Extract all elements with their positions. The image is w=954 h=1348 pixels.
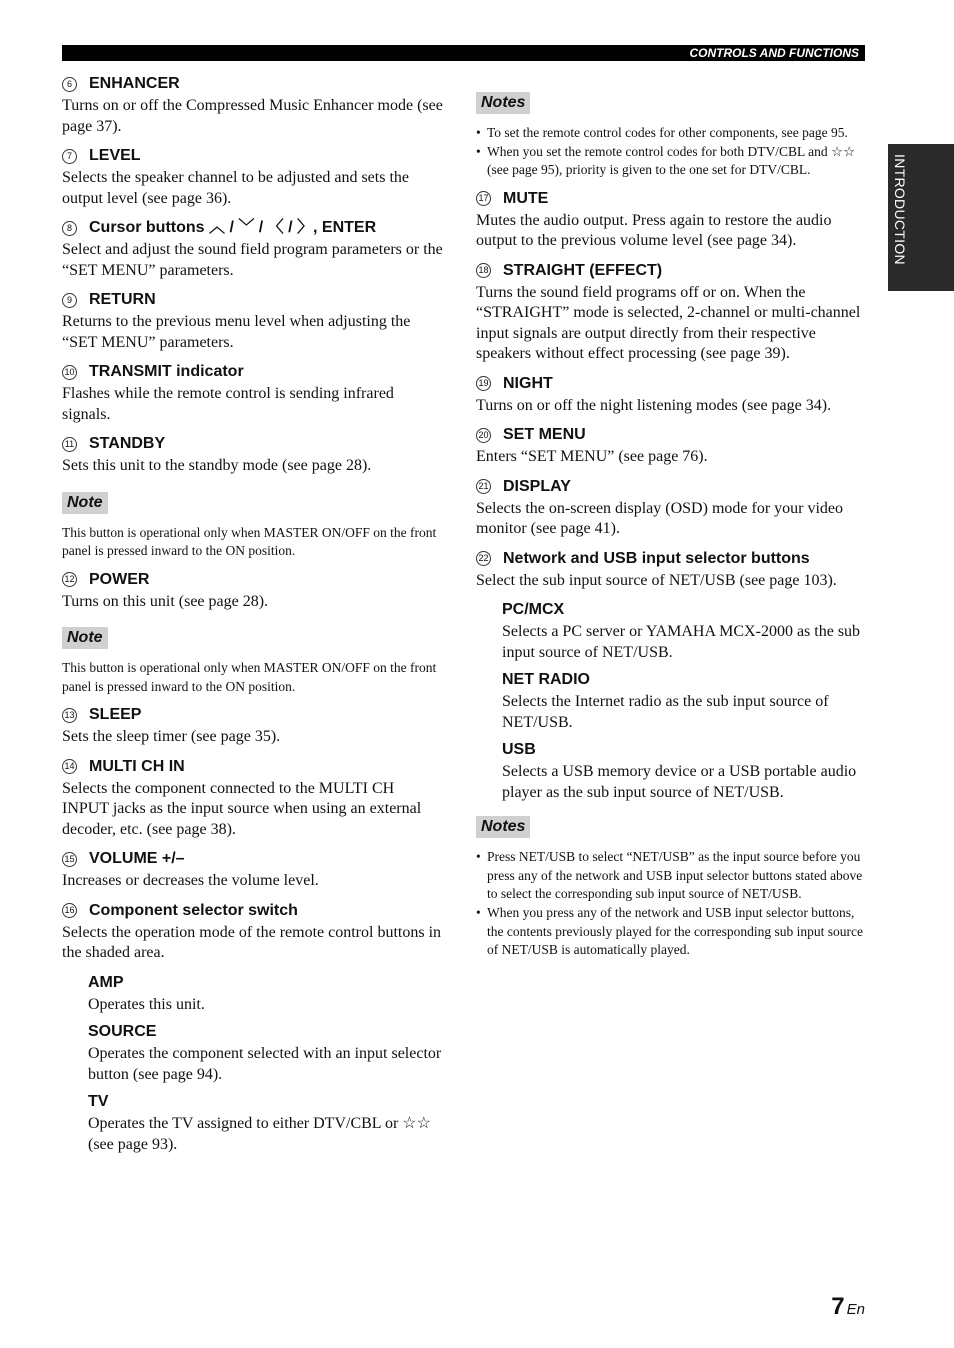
cursor-heading: Cursor buttons ︿ / ﹀ / 〈 / 〉, ENTER [89, 219, 377, 236]
side-tab [888, 144, 954, 291]
network-text: Select the sub input source of NET/USB (see page 103). [476, 571, 837, 589]
setmenu-heading: SET MENU [503, 426, 586, 444]
list-item: • Press NET/USB to select “NET/USB” as the input source before you press any of the network and USB input selector buttons stated above to select the corresponding sub input source of NET/USB. [476, 848, 866, 904]
level-section [62, 146, 444, 209]
note-text: This button is operational only when MASTER ON/OFF on the front panel is pressed inward to the ON position. [62, 660, 437, 694]
volume-text: Increases or decreases the volume level. [62, 872, 319, 890]
item-number: 6 [62, 77, 77, 92]
notes-list [476, 124, 866, 180]
volume-section [62, 849, 444, 892]
usb-subsection [476, 740, 866, 803]
display-text: Selects the on-screen display (OSD) mode for your video monitor (see page 41). [476, 499, 844, 538]
netradio-text: Selects the Internet radio as the sub input source of NET/USB. [502, 693, 829, 731]
component-heading: Component selector switch [89, 901, 298, 919]
item-number: 15 [62, 852, 77, 867]
tv-heading: TV [88, 1093, 109, 1111]
item-number: 18 [476, 263, 491, 278]
straight-heading: STRAIGHT (EFFECT) [503, 261, 663, 279]
page-number-value: 7 [831, 1293, 845, 1320]
item-number: 17 [476, 191, 491, 206]
tv-subsection [62, 1092, 444, 1155]
power-text: Turns on this unit (see page 28). [62, 592, 269, 610]
netradio-heading: NET RADIO [502, 671, 590, 689]
enhancer-text: Turns on or off the Compressed Music Enhancer mode (see page 37). [62, 97, 443, 135]
straight-section [476, 261, 866, 365]
pcmcx-heading: PC/MCX [502, 601, 565, 619]
night-text: Turns on or off the night listening modes (see page 34). [476, 396, 832, 414]
note-label: Note [62, 627, 108, 649]
transmit-heading: TRANSMIT indicator [89, 363, 244, 380]
item-number: 9 [62, 293, 77, 308]
multich-section [62, 757, 444, 841]
item-number: 7 [62, 149, 77, 164]
pcmcx-subsection [476, 600, 866, 663]
level-text: Selects the speaker channel to be adjusted and sets the output level (see page 36). [62, 169, 409, 207]
amp-text: Operates this unit. [88, 995, 205, 1013]
power-heading: POWER [89, 570, 150, 588]
tv-text: Operates the TV assigned to either DTV/CBL or ☆☆ (see page 93). [88, 1115, 431, 1153]
mute-text: Mutes the audio output. Press again to restore the audio output to the previous volume level (see page 34). [476, 211, 832, 250]
cursor-text: Select and adjust the sound field program parameters or the “SET MENU” parameters. [62, 241, 443, 279]
list-item: • When you set the remote control codes for both DTV/CBL and ☆☆ (see page 95), priority is given to the one set for DTV/CBL. [476, 143, 866, 180]
page-number [831, 1293, 865, 1321]
standby-heading: STANDBY [89, 435, 166, 452]
return-heading: RETURN [89, 291, 156, 308]
list-item: • To set the remote control codes for other components, see page 95. [476, 124, 866, 143]
power-section [62, 570, 444, 613]
item-number: 22 [476, 551, 491, 566]
enhancer-heading: ENHANCER [89, 75, 180, 92]
item-number: 10 [62, 365, 77, 380]
sleep-heading: SLEEP [89, 706, 142, 724]
setmenu-text: Enters “SET MENU” (see page 76). [476, 448, 708, 466]
left-column [62, 74, 444, 1162]
note-text: This button is operational only when MASTER ON/OFF on the front panel is pressed inward to the ON position. [62, 524, 437, 559]
item-number: 11 [62, 437, 77, 452]
notes-list [476, 848, 866, 960]
notes-label: Notes [476, 816, 530, 838]
item-number: 16 [62, 903, 77, 918]
item-number: 13 [62, 708, 77, 723]
side-tab-label: INTRODUCTION [892, 154, 908, 265]
volume-heading: VOLUME +/– [89, 850, 185, 868]
mute-heading: MUTE [503, 189, 549, 207]
display-heading: DISPLAY [503, 477, 571, 495]
source-heading: SOURCE [88, 1023, 157, 1041]
enhancer-section [62, 74, 444, 137]
component-section [62, 901, 444, 964]
transmit-section [62, 362, 444, 425]
night-heading: NIGHT [503, 374, 553, 392]
level-heading: LEVEL [89, 147, 141, 164]
setmenu-section [476, 425, 866, 468]
network-heading: Network and USB input selector buttons [503, 549, 810, 567]
list-item: • When you press any of the network and USB input selector buttons, the contents previously played for the corresponding sub input source of NET/USB is automatically played. [476, 904, 866, 960]
source-text: Operates the component selected with an input selector button (see page 94). [88, 1045, 442, 1083]
item-number: 19 [476, 376, 491, 391]
standby-section [62, 434, 444, 477]
sleep-section [62, 705, 444, 748]
usb-heading: USB [502, 741, 536, 759]
language-code: En [846, 1301, 865, 1318]
component-text: Selects the operation mode of the remote control buttons in the shaded area. [62, 923, 442, 962]
straight-text: Turns the sound field programs off or on. When the “STRAIGHT” mode is selected, 2-channel or multi-channel input signals are output directly from their respective speakers without effect processing (see page 39). [476, 283, 861, 363]
right-column [476, 92, 866, 969]
pcmcx-text: Selects a PC server or YAMAHA MCX-2000 as the sub input source of NET/USB. [502, 623, 861, 661]
source-subsection [62, 1022, 444, 1085]
return-text: Returns to the previous menu level when adjusting the “SET MENU” parameters. [62, 313, 411, 351]
item-number: 21 [476, 479, 491, 494]
network-section [476, 549, 866, 592]
section-title: CONTROLS AND FUNCTIONS [689, 46, 859, 60]
header-bar [62, 45, 865, 61]
usb-text: Selects a USB memory device or a USB portable audio player as the sub input source of NET/USB. [502, 763, 857, 801]
item-number: 20 [476, 428, 491, 443]
item-number: 14 [62, 759, 77, 774]
item-number: 12 [62, 572, 77, 587]
multich-text: Selects the component connected to the MULTI CH INPUT jacks as the input source when using an external decoder, etc. (see page 38). [62, 779, 422, 838]
amp-heading: AMP [88, 973, 124, 991]
standby-text: Sets this unit to the standby mode (see page 28). [62, 457, 372, 474]
sleep-text: Sets the sleep timer (see page 35). [62, 728, 281, 746]
return-section [62, 290, 444, 353]
notes-label: Notes [476, 92, 530, 114]
multich-heading: MULTI CH IN [89, 757, 185, 775]
note-label: Note [62, 492, 108, 514]
display-section [476, 477, 866, 540]
mute-section [476, 189, 866, 252]
cursor-section [62, 218, 444, 281]
item-number: 8 [62, 221, 77, 236]
transmit-text: Flashes while the remote control is sending infrared signals. [62, 385, 394, 423]
night-section [476, 374, 866, 417]
amp-subsection [62, 973, 444, 1016]
netradio-subsection [476, 670, 866, 733]
